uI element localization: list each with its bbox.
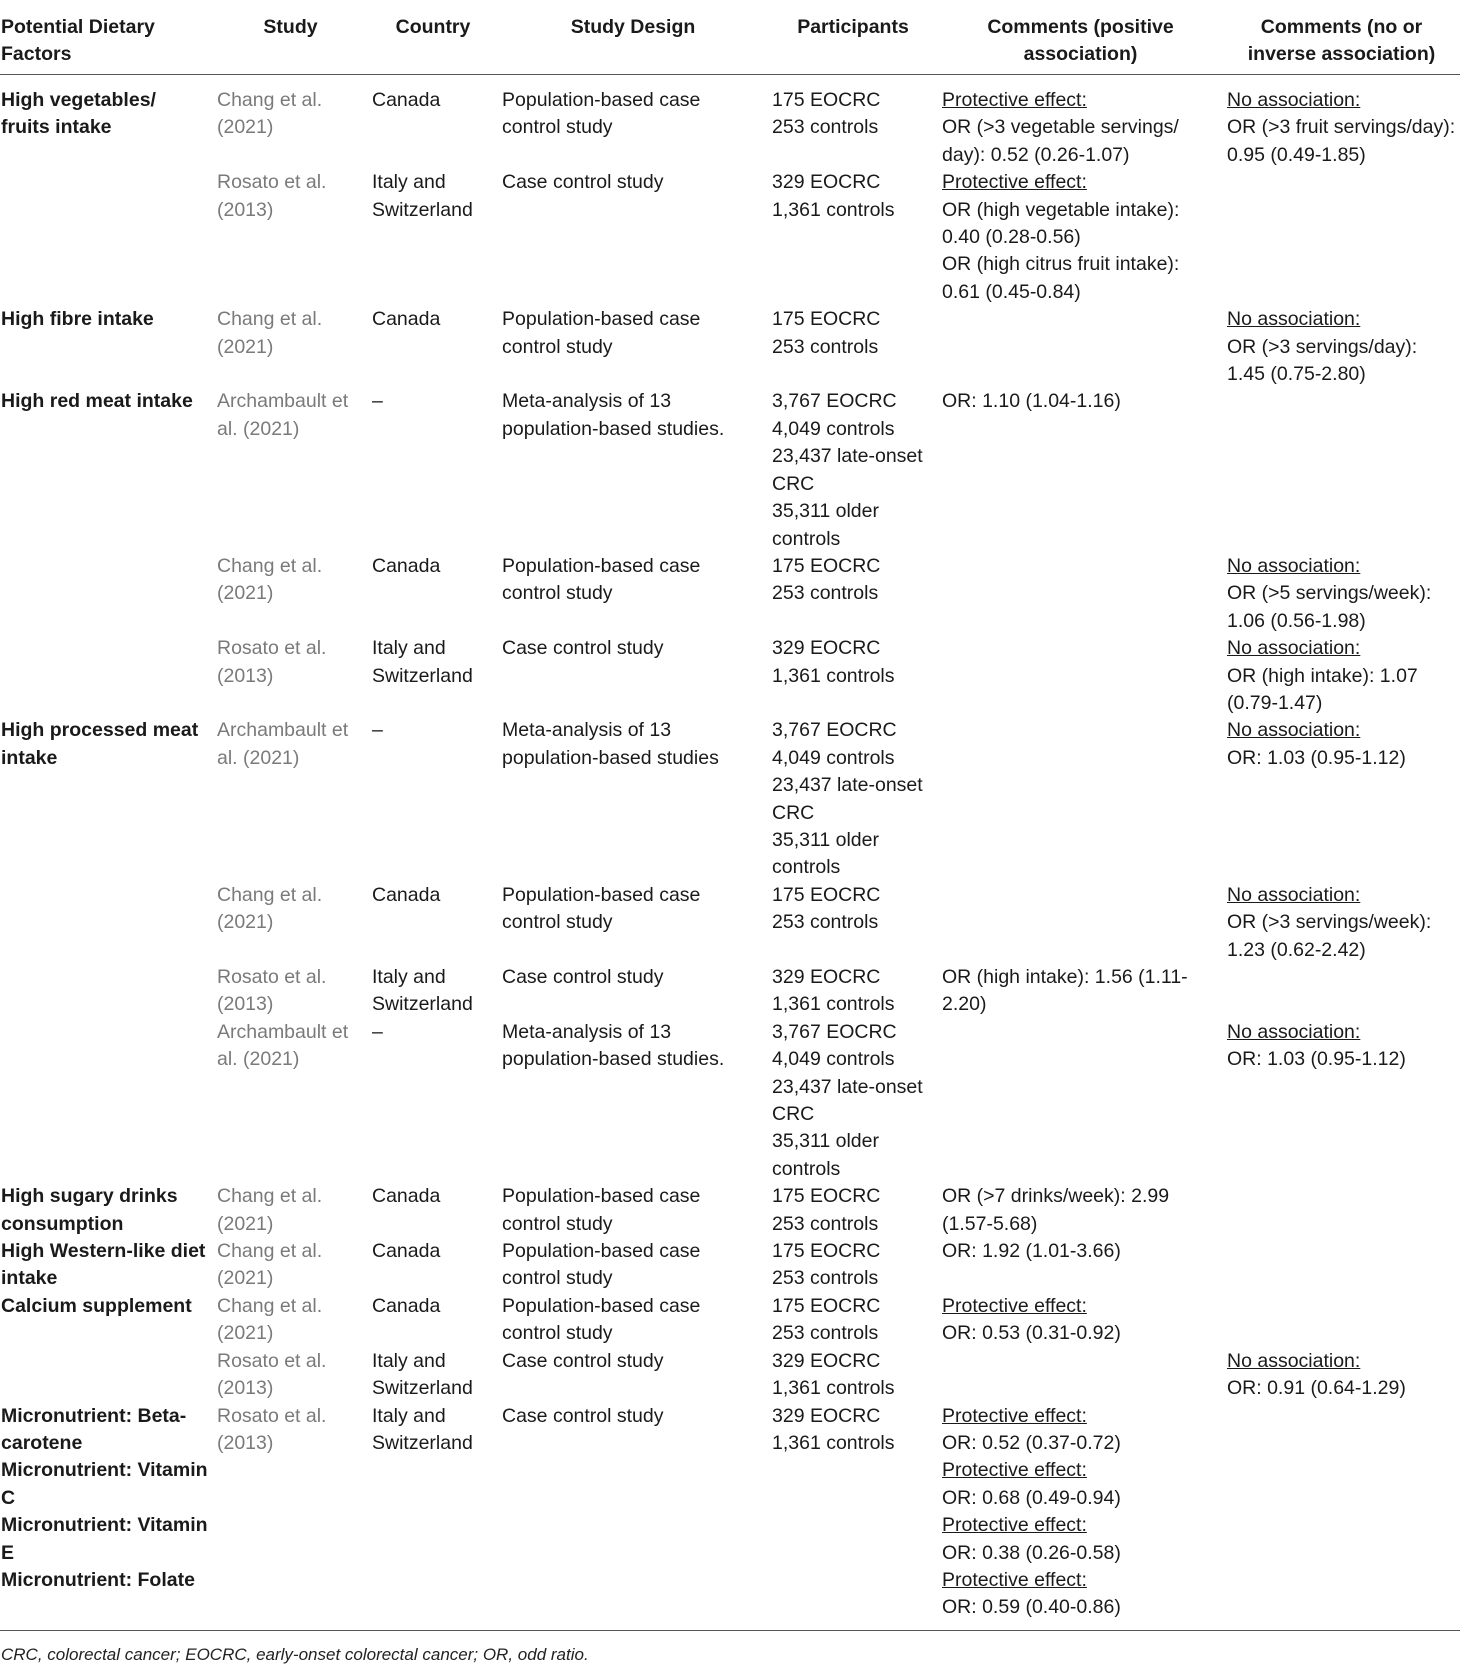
participants-line: 175 EOCRC xyxy=(772,1294,881,1317)
cell-study: Rosato et al. (2013) xyxy=(217,1404,327,1454)
odds-ratio-text: OR: 1.92 (1.01-3.66) xyxy=(942,1240,1121,1263)
cell-factor xyxy=(0,635,213,717)
participants-line: 175 EOCRC xyxy=(772,1240,881,1263)
cell-factor: Calcium supplement xyxy=(1,1294,192,1317)
table-row xyxy=(0,1567,1460,1630)
cell-country: – xyxy=(372,390,383,413)
effect-heading: No association: xyxy=(1227,89,1361,111)
cell-participants xyxy=(768,1348,938,1403)
cell-participants xyxy=(768,1512,938,1567)
cell-participants xyxy=(768,882,938,964)
table-row xyxy=(0,964,1460,1019)
cell-study-design: Population-based case control study xyxy=(502,1185,701,1235)
dietary-factors-table xyxy=(0,10,1460,1631)
cell-negative-comments xyxy=(1223,635,1460,717)
cell-study: Chang et al. (2021) xyxy=(217,1294,323,1345)
cell-participants xyxy=(768,1019,938,1183)
cell-negative-comments xyxy=(1223,717,1460,881)
cell-negative-comments xyxy=(1223,1403,1460,1458)
cell-country: Canada xyxy=(372,1185,441,1208)
participants-line: 175 EOCRC xyxy=(772,1185,881,1208)
cell-negative-comments xyxy=(1223,306,1460,388)
participants-line: 35,311 older controls xyxy=(772,1130,879,1180)
participants-line: 175 EOCRC xyxy=(772,308,881,331)
participants-line: 1,361 controls xyxy=(772,664,895,687)
participants-line: 23,437 late-onset CRC xyxy=(772,1075,923,1126)
effect-heading: Protective effect: xyxy=(942,1514,1087,1537)
cell-study-design: Case control study xyxy=(502,637,664,660)
cell-positive-comments xyxy=(938,1512,1223,1567)
table-row xyxy=(0,1293,1460,1348)
participants-line: 253 controls xyxy=(772,1267,879,1290)
cell-country: – xyxy=(372,1020,383,1043)
table-row xyxy=(0,882,1460,964)
cell-negative-comments xyxy=(1223,1183,1460,1238)
table-row xyxy=(0,1019,1460,1183)
odds-ratio-text: OR: 0.53 (0.31-0.92) xyxy=(942,1322,1121,1345)
cell-negative-comments xyxy=(1223,964,1460,1019)
cell-study-design: Meta-analysis of 13 population-based studies. xyxy=(502,1020,725,1071)
cell-country xyxy=(368,1512,498,1567)
effect-heading: Protective effect: xyxy=(942,1294,1087,1317)
cell-factor: Micronutrient: Vitamin C xyxy=(1,1459,208,1509)
cell-participants xyxy=(768,1403,938,1458)
cell-country: Canada xyxy=(372,1294,441,1317)
cell-participants xyxy=(768,306,938,388)
cell-country: Canada xyxy=(372,89,441,111)
participants-line: 4,049 controls xyxy=(772,417,895,440)
participants-line: 253 controls xyxy=(772,582,879,605)
cell-participants xyxy=(768,1457,938,1512)
cell-participants xyxy=(768,388,938,552)
cell-study: Chang et al. (2021) xyxy=(217,554,323,605)
header-study-design: Study Design xyxy=(498,10,768,75)
participants-line: 253 controls xyxy=(772,335,879,358)
participants-line: 253 controls xyxy=(772,1322,879,1345)
cell-participants xyxy=(768,964,938,1019)
cell-country: – xyxy=(372,719,383,742)
participants-line: 35,311 older controls xyxy=(772,500,879,550)
header-factor: Potential Dietary Factors xyxy=(0,10,213,75)
participants-line: 23,437 late-onset CRC xyxy=(772,774,923,824)
cell-country: Italy and Switzerland xyxy=(372,1349,473,1400)
header-negative-comments: Comments (no or inverse association) xyxy=(1223,10,1460,75)
header-row xyxy=(0,10,1460,75)
cell-study xyxy=(213,1512,368,1567)
table-row xyxy=(0,306,1460,388)
effect-heading: Protective effect: xyxy=(942,1404,1087,1427)
table-row xyxy=(0,1457,1460,1512)
participants-line: 175 EOCRC xyxy=(772,554,881,577)
cell-positive-comments xyxy=(938,717,1223,881)
cell-participants xyxy=(768,1293,938,1348)
cell-study xyxy=(213,1567,368,1630)
table-row xyxy=(0,75,1460,170)
odds-ratio-text: OR: 1.03 (0.95-1.12) xyxy=(1227,1048,1406,1071)
cell-negative-comments xyxy=(1223,169,1460,306)
cell-positive-comments xyxy=(938,1019,1223,1183)
cell-positive-comments xyxy=(938,1403,1223,1458)
cell-negative-comments xyxy=(1223,75,1460,170)
cell-negative-comments xyxy=(1223,1457,1460,1512)
odds-ratio-text: OR (high citrus fruit intake): 0.61 (0.45-0.84) xyxy=(942,253,1180,303)
cell-factor xyxy=(0,169,213,306)
participants-line: 1,361 controls xyxy=(772,198,895,221)
table-row xyxy=(0,553,1460,635)
cell-factor xyxy=(0,1348,213,1403)
participants-line: 1,361 controls xyxy=(772,1431,895,1454)
cell-negative-comments xyxy=(1223,1512,1460,1567)
participants-line: 1,361 controls xyxy=(772,1377,895,1400)
participants-line: 4,049 controls xyxy=(772,746,895,769)
cell-participants xyxy=(768,1183,938,1238)
cell-participants xyxy=(768,75,938,170)
cell-country: Canada xyxy=(372,883,441,906)
cell-study-design: Population-based case control study xyxy=(502,1240,701,1290)
odds-ratio-text: OR: 1.10 (1.04-1.16) xyxy=(942,390,1121,413)
table-row xyxy=(0,1348,1460,1403)
cell-study-design: Population-based case control study xyxy=(502,554,701,605)
effect-heading: No association: xyxy=(1227,719,1361,742)
cell-factor: High red meat intake xyxy=(1,390,193,413)
cell-factor: Micronutrient: Vitamin E xyxy=(1,1514,208,1564)
cell-study-design: Population-based case control study xyxy=(502,308,701,358)
cell-participants xyxy=(768,169,938,306)
table-row xyxy=(0,1403,1460,1458)
cell-negative-comments xyxy=(1223,882,1460,964)
effect-heading: Protective effect: xyxy=(942,1459,1087,1482)
cell-negative-comments xyxy=(1223,388,1460,552)
cell-study: Chang et al. (2021) xyxy=(217,308,323,358)
cell-participants xyxy=(768,717,938,881)
cell-positive-comments xyxy=(938,1293,1223,1348)
cell-factor: High fibre intake xyxy=(1,308,154,331)
participants-line: 175 EOCRC xyxy=(772,89,881,111)
participants-line: 329 EOCRC xyxy=(772,171,881,194)
participants-line: 175 EOCRC xyxy=(772,883,881,906)
cell-study-design xyxy=(498,1512,768,1567)
cell-study-design: Population-based case control study xyxy=(502,1294,701,1345)
participants-line: 329 EOCRC xyxy=(772,637,881,660)
effect-heading: No association: xyxy=(1227,883,1361,906)
table-row xyxy=(0,717,1460,881)
cell-participants xyxy=(768,553,938,635)
odds-ratio-text: OR: 0.59 (0.40-0.86) xyxy=(942,1596,1121,1619)
effect-heading: No association: xyxy=(1227,1349,1361,1372)
cell-country: Italy and Switzerland xyxy=(372,966,473,1016)
cell-country: Canada xyxy=(372,554,441,577)
participants-line: 253 controls xyxy=(772,1212,879,1235)
cell-negative-comments xyxy=(1223,1348,1460,1403)
cell-participants xyxy=(768,635,938,717)
cell-factor xyxy=(0,553,213,635)
cell-positive-comments xyxy=(938,964,1223,1019)
cell-positive-comments xyxy=(938,553,1223,635)
cell-study: Chang et al. (2021) xyxy=(217,1185,323,1235)
cell-study-design: Case control study xyxy=(502,1404,664,1427)
effect-heading: No association: xyxy=(1227,637,1361,660)
odds-ratio-text: OR (high vegetable intake): 0.40 (0.28-0.56) xyxy=(942,198,1180,249)
table-row xyxy=(0,388,1460,552)
header-country: Country xyxy=(368,10,498,75)
odds-ratio-text: OR: 0.52 (0.37-0.72) xyxy=(942,1431,1121,1454)
cell-study-design xyxy=(498,1457,768,1512)
cell-study: Chang et al. (2021) xyxy=(217,883,323,934)
participants-line: 23,437 late-onset CRC xyxy=(772,445,923,495)
cell-negative-comments xyxy=(1223,1293,1460,1348)
participants-line: 1,361 controls xyxy=(772,993,895,1016)
participants-line: 329 EOCRC xyxy=(772,966,881,988)
odds-ratio-text: OR (high intake): 1.56 (1.11-2.20) xyxy=(942,966,1188,1016)
cell-negative-comments xyxy=(1223,1567,1460,1630)
cell-country xyxy=(368,1567,498,1630)
cell-factor xyxy=(0,882,213,964)
header-positive-comments: Comments (positive association) xyxy=(938,10,1223,75)
cell-negative-comments xyxy=(1223,553,1460,635)
odds-ratio-text: OR: 1.03 (0.95-1.12) xyxy=(1227,746,1406,769)
cell-study-design: Meta-analysis of 13 population-based studies xyxy=(502,719,719,769)
cell-study-design: Meta-analysis of 13 population-based studies. xyxy=(502,390,725,440)
cell-study-design: Population-based case control study xyxy=(502,89,701,139)
cell-study: Rosato et al. (2013) xyxy=(217,966,327,1016)
cell-country: Canada xyxy=(372,1240,441,1263)
cell-factor: High vegetables/ fruits intake xyxy=(1,89,156,139)
cell-positive-comments xyxy=(938,635,1223,717)
participants-line: 3,767 EOCRC xyxy=(772,390,897,413)
odds-ratio-text: OR (>7 drinks/week): 2.99 (1.57-5.68) xyxy=(942,1185,1170,1235)
odds-ratio-text: OR (>3 vegetable servings/ day): 0.52 (0.26-1.07) xyxy=(942,116,1179,166)
cell-country: Canada xyxy=(372,308,441,331)
cell-factor: Micronutrient: Folate xyxy=(0,1567,213,1630)
cell-factor: Micronutrient: Beta-carotene xyxy=(1,1404,187,1454)
cell-study: Archambault et al. (2021) xyxy=(217,719,349,769)
odds-ratio-text: OR: 0.38 (0.26-0.58) xyxy=(942,1541,1121,1564)
participants-line: 253 controls xyxy=(772,116,879,139)
cell-factor: High sugary drinks consumption xyxy=(1,1185,178,1235)
cell-study-design: Population-based case control study xyxy=(502,883,701,934)
participants-line: 35,311 older controls xyxy=(772,828,879,879)
participants-line: 3,767 EOCRC xyxy=(772,1020,897,1043)
cell-positive-comments xyxy=(938,1567,1223,1630)
cell-positive-comments xyxy=(938,1183,1223,1238)
cell-participants xyxy=(768,1567,938,1630)
participants-line: 4,049 controls xyxy=(772,1048,895,1071)
cell-country: Italy and Switzerland xyxy=(372,171,473,221)
cell-study-design xyxy=(498,1567,768,1630)
table-row xyxy=(0,635,1460,717)
table-row xyxy=(0,169,1460,306)
cell-factor xyxy=(0,1019,213,1183)
table-body xyxy=(0,75,1460,1631)
participants-line: 253 controls xyxy=(772,911,879,934)
cell-study: Archambault et al. (2021) xyxy=(217,390,349,440)
participants-line: 329 EOCRC xyxy=(772,1349,881,1372)
participants-line: 3,767 EOCRC xyxy=(772,719,897,742)
odds-ratio-text: OR (high intake): 1.07 (0.79-1.47) xyxy=(1227,664,1418,714)
effect-heading: No association: xyxy=(1227,554,1361,577)
cell-positive-comments xyxy=(938,306,1223,388)
cell-study-design: Case control study xyxy=(502,966,664,988)
odds-ratio-text: OR: 0.68 (0.49-0.94) xyxy=(942,1486,1121,1509)
cell-country: Italy and Switzerland xyxy=(372,1404,473,1454)
odds-ratio-text: OR (>3 servings/week): 1.23 (0.62-2.42) xyxy=(1227,911,1432,961)
table-row xyxy=(0,1512,1460,1567)
cell-positive-comments xyxy=(938,1348,1223,1403)
odds-ratio-text: OR: 0.91 (0.64-1.29) xyxy=(1227,1377,1406,1400)
odds-ratio-text: OR (>3 servings/day): 1.45 (0.75-2.80) xyxy=(1227,335,1418,386)
cell-participants xyxy=(768,1238,938,1293)
cell-study: Rosato et al. (2013) xyxy=(217,1349,327,1400)
cell-negative-comments xyxy=(1223,1238,1460,1293)
cell-study: Rosato et al. (2013) xyxy=(217,637,327,687)
effect-heading: No association: xyxy=(1227,308,1361,331)
cell-factor: High Western-like diet intake xyxy=(1,1240,206,1290)
cell-positive-comments xyxy=(938,75,1223,170)
cell-negative-comments xyxy=(1223,1019,1460,1183)
cell-study: Chang et al. (2021) xyxy=(217,89,323,139)
odds-ratio-text: OR (>3 fruit servings/day): 0.95 (0.49-1.85) xyxy=(1227,116,1456,166)
odds-ratio-text: OR (>5 servings/week): 1.06 (0.56-1.98) xyxy=(1227,582,1432,632)
header-participants: Participants xyxy=(768,10,938,75)
table-footnote: CRC, colorectal cancer; EOCRC, early-onset colorectal cancer; OR, odd ratio. xyxy=(1,1645,589,1664)
cell-factor: High processed meat intake xyxy=(1,719,199,769)
cell-positive-comments xyxy=(938,882,1223,964)
table-row xyxy=(0,1183,1460,1238)
header-study: Study xyxy=(213,10,368,75)
cell-country xyxy=(368,1457,498,1512)
effect-heading: Protective effect: xyxy=(942,89,1087,111)
cell-positive-comments xyxy=(938,1457,1223,1512)
effect-heading: Protective effect: xyxy=(942,171,1087,194)
cell-positive-comments xyxy=(938,388,1223,552)
cell-study: Rosato et al. (2013) xyxy=(217,171,327,221)
table-row xyxy=(0,1238,1460,1293)
cell-study: Chang et al. (2021) xyxy=(217,1240,323,1290)
cell-study xyxy=(213,1457,368,1512)
cell-country: Italy and Switzerland xyxy=(372,637,473,687)
cell-study-design: Case control study xyxy=(502,171,664,194)
effect-heading: No association: xyxy=(1227,1020,1361,1043)
cell-study-design: Case control study xyxy=(502,1349,664,1372)
cell-positive-comments xyxy=(938,1238,1223,1293)
cell-factor xyxy=(0,964,213,1019)
effect-heading: Protective effect: xyxy=(942,1568,1087,1591)
cell-positive-comments xyxy=(938,169,1223,306)
cell-study: Archambault et al. (2021) xyxy=(217,1020,349,1071)
participants-line: 329 EOCRC xyxy=(772,1404,881,1427)
